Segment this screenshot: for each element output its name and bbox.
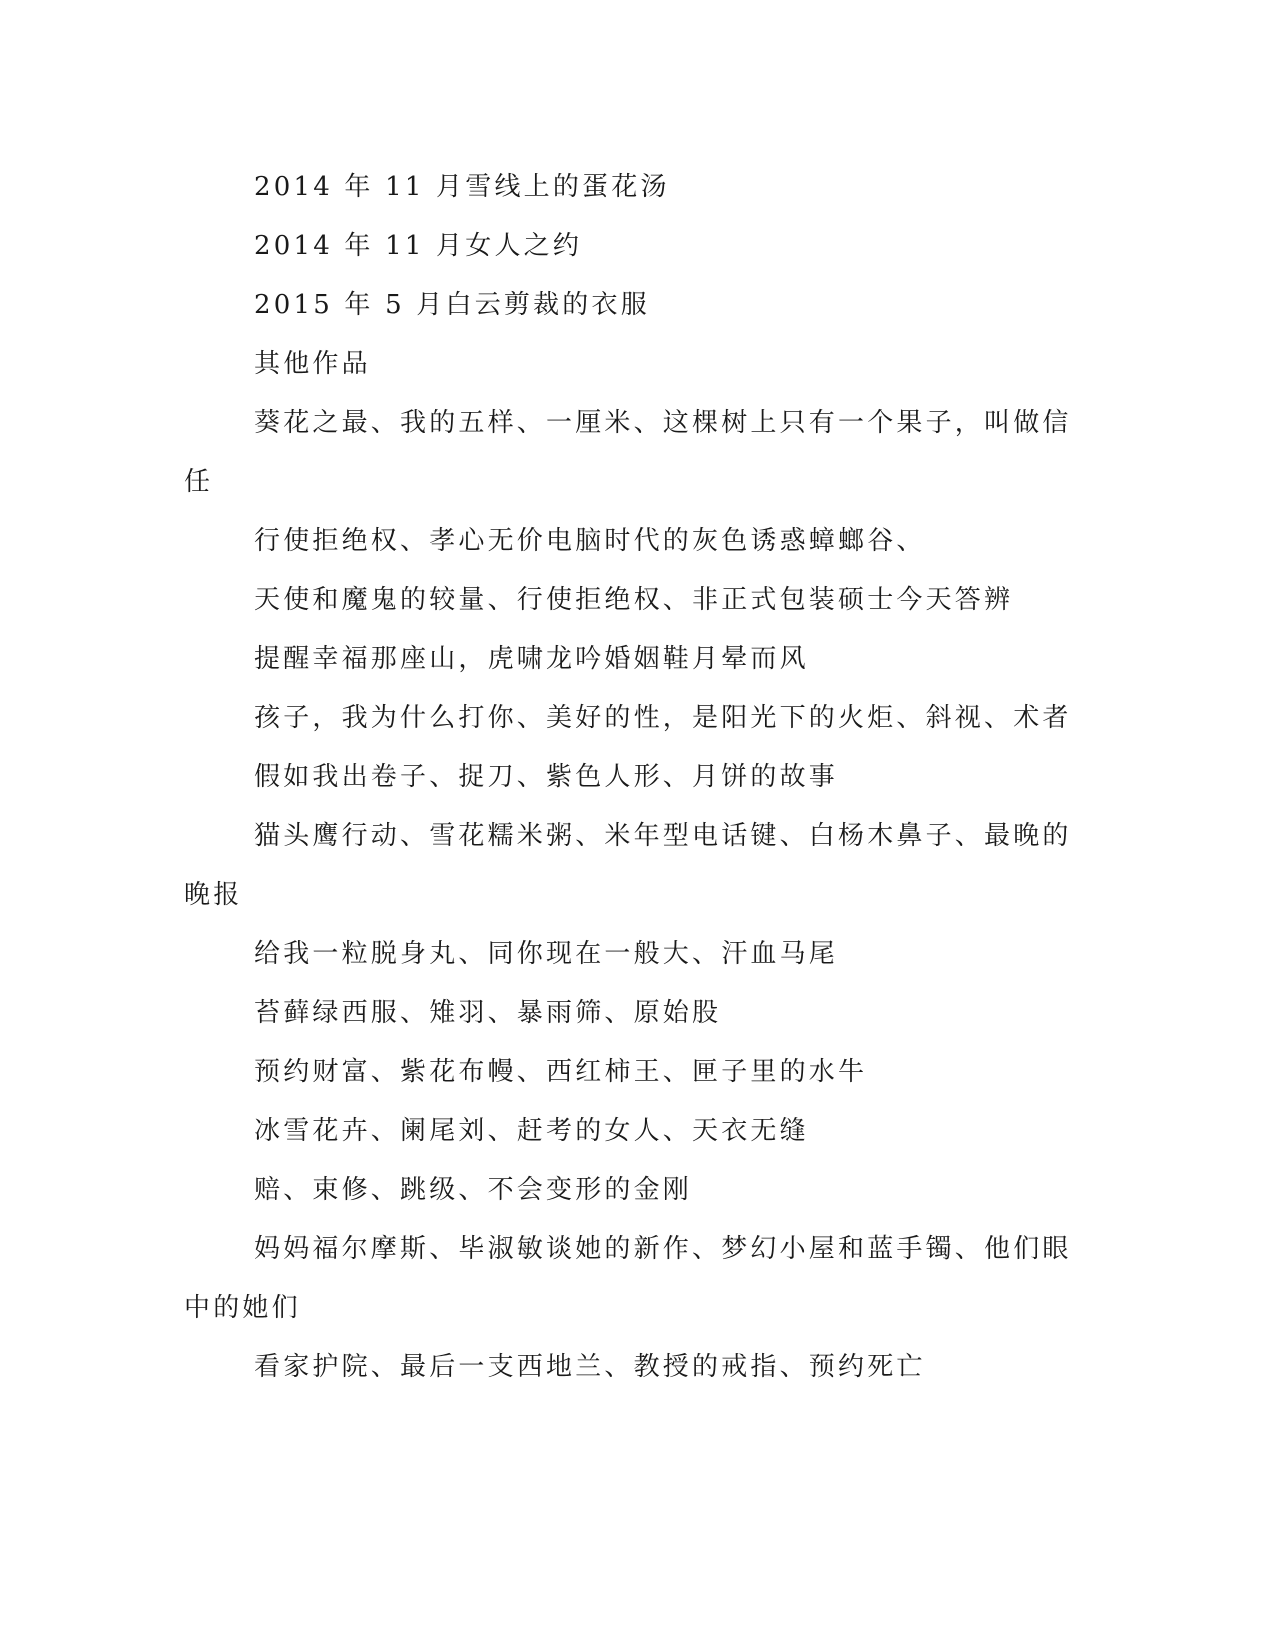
text-line: 天使和魔鬼的较量、行使拒绝权、非正式包装硕士今天答辨 [254, 585, 1014, 615]
text-line: 赔、束修、跳级、不会变形的金刚 [254, 1175, 693, 1205]
text-line: 行使拒绝权、孝心无价电脑时代的灰色诱惑蟑螂谷、 [254, 526, 926, 556]
text-line: 猫头鹰行动、雪花糯米粥、米年型电话键、白杨木鼻子、最晚的 [254, 821, 1072, 851]
text-line: 孩子，我为什么打你、美好的性，是阳光下的火炬、斜视、术者 [254, 703, 1072, 733]
text-line: 预约财富、紫花布幔、西红柿王、匣子里的水牛 [254, 1057, 868, 1087]
text-line: 2014 年 11 月女人之约 [254, 231, 583, 261]
text-line: 看家护院、最后一支西地兰、教授的戒指、预约死亡 [254, 1352, 926, 1382]
text-line-continuation: 晚报 [184, 880, 243, 910]
text-line: 2015 年 5 月白云剪裁的衣服 [254, 290, 650, 320]
text-line: 妈妈福尔摩斯、毕淑敏谈她的新作、梦幻小屋和蓝手镯、他们眼 [254, 1234, 1072, 1264]
text-line: 提醒幸福那座山，虎啸龙吟婚姻鞋月晕而风 [254, 644, 809, 674]
text-line: 冰雪花卉、阑尾刘、赶考的女人、天衣无缝 [254, 1116, 809, 1146]
text-line: 假如我出卷子、捉刀、紫色人形、月饼的故事 [254, 762, 839, 792]
text-line: 2014 年 11 月雪线上的蛋花汤 [254, 172, 670, 202]
text-line: 苔藓绿西服、雉羽、暴雨筛、原始股 [254, 998, 722, 1028]
text-line: 给我一粒脱身丸、同你现在一般大、汗血马尾 [254, 939, 839, 969]
text-line-continuation: 任 [184, 467, 214, 497]
section-heading: 其他作品 [254, 349, 371, 379]
text-line-continuation: 中的她们 [184, 1293, 301, 1323]
text-line: 葵花之最、我的五样、一厘米、这棵树上只有一个果子，叫做信 [254, 408, 1072, 438]
document-body [184, 158, 1072, 1397]
